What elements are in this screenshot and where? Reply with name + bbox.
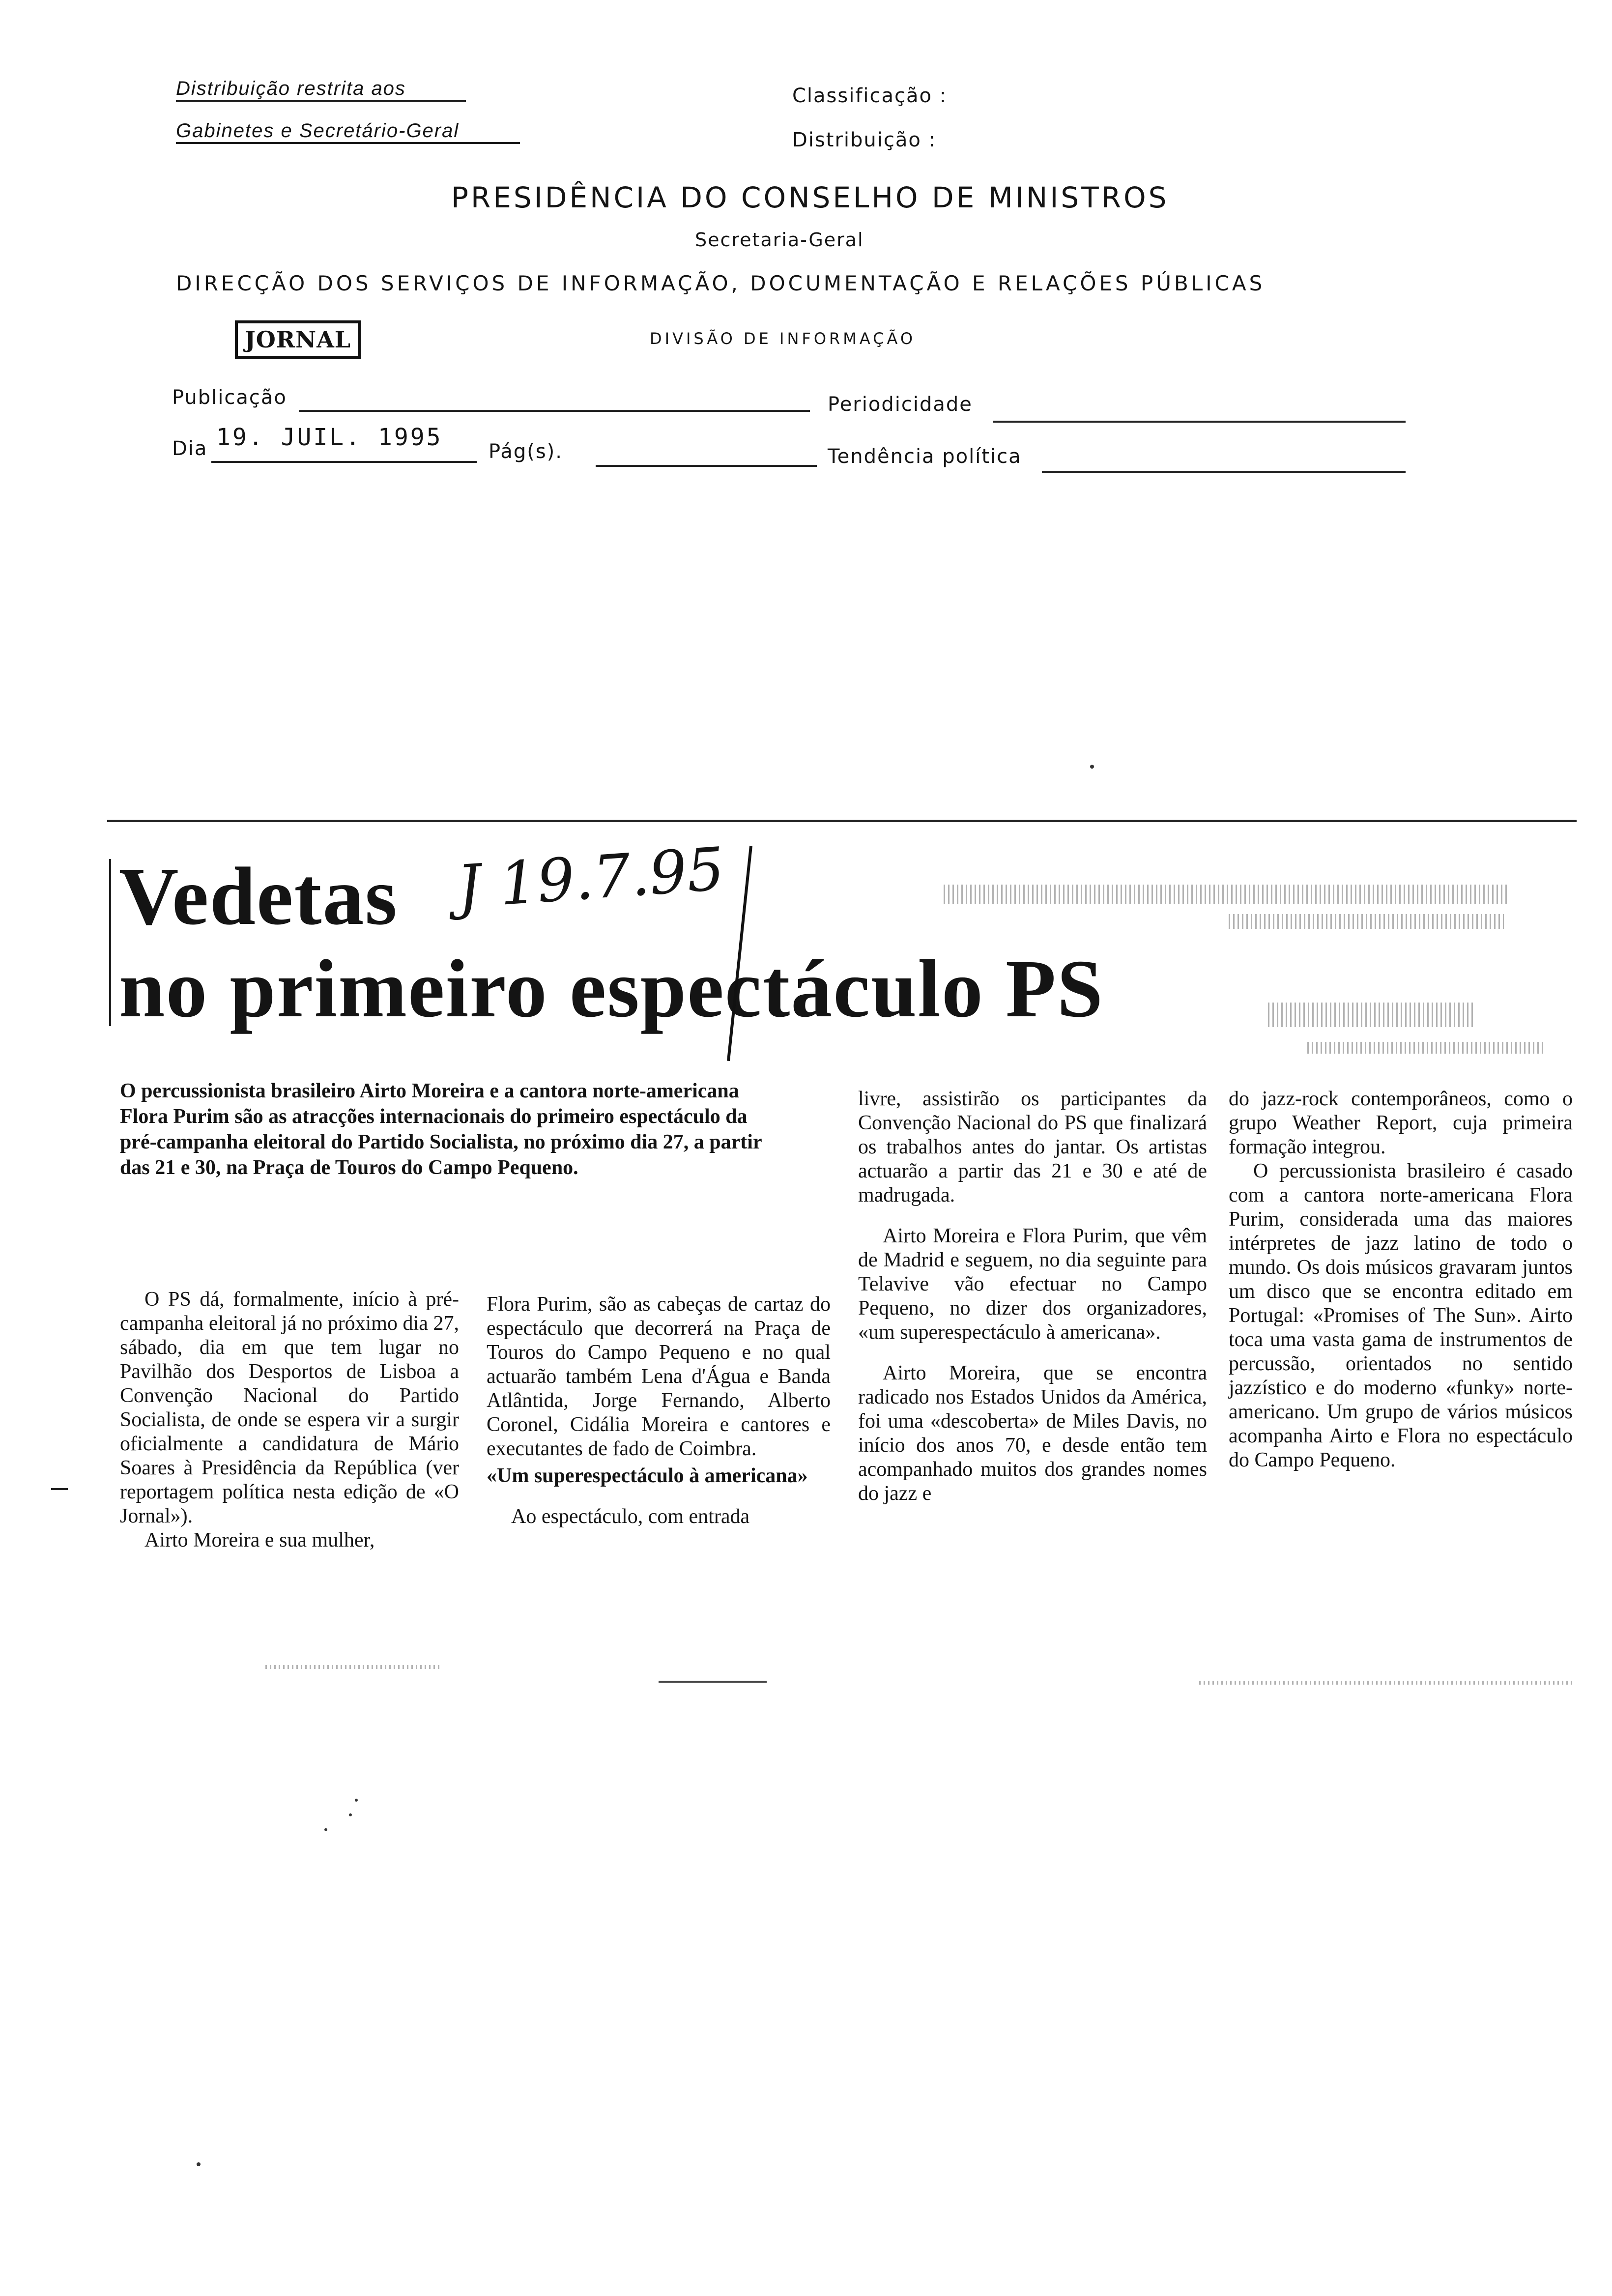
- article-column-3: [858, 1087, 1207, 1506]
- tendencia-field: [1042, 471, 1406, 473]
- col2-subheading: «Um superespectáculo à americana»: [487, 1464, 808, 1487]
- col3-paragraph-1: livre, assistirão os participantes da Convenção Nacional do PS que finalizará os trabalhos antes do jantar. Os artistas actuarão a partir das 21 e 30 e até de madrugada.: [858, 1088, 1207, 1206]
- pags-field: [596, 465, 817, 467]
- col3-paragraph-3: Airto Moreira, que se encontra radicado nos Estados Unidos da América, foi uma «descoberta» de Miles Davis, no início dos anos 70, e desde então tem acompanhado muitos dos grandes nomes do jazz e: [858, 1362, 1207, 1505]
- distribution-restriction-line1: Distribuição restrita aos: [176, 78, 466, 102]
- dia-value: 19. JUIL. 1995: [216, 424, 443, 451]
- article-lead: O percussionista brasileiro Airto Moreira e a cantora norte-americana Flora Purim são as atracções internacionais do primeiro espectáculo da pré-campanha eleitoral do Partido Socialista, no próximo dia 27, a partir das 21 e 30, na Praça de Touros do Campo Pequeno.: [120, 1080, 762, 1179]
- margin-mark: [51, 1488, 68, 1490]
- divisao-informacao: DIVISÃO DE INFORMAÇÃO: [650, 329, 916, 348]
- dia-label: Dia: [172, 437, 208, 460]
- publicacao-field: [299, 410, 810, 412]
- clipping-top-rule: [107, 820, 1577, 822]
- col2-paragraph-1: Flora Purim, são as cabeças de cartaz do espectáculo que decorrerá na Praça de Touros do Campo Pequeno e no qual actuarão também Lena d'Água e Banda Atlântida, Jorge Fernando, Alberto Coronel, Cidália Moreira e cantores e executantes de fado de Coimbra.: [487, 1293, 831, 1460]
- headline-line2: no primeiro espectáculo PS: [119, 943, 1104, 1034]
- secretaria-geral: Secretaria-Geral: [695, 229, 864, 251]
- headline-line1: Vedetas: [119, 851, 398, 942]
- col3-paragraph-2: Airto Moreira e Flora Purim, que vêm de Madrid e seguem, no dia seguinte para Telavive vão efectuar no Campo Pequeno, no dizer dos organizadores, «um superespectáculo à americana».: [858, 1225, 1207, 1344]
- periodicidade-label: Periodicidade: [828, 393, 973, 416]
- col2-paragraph-2: Ao espectáculo, com entrada: [511, 1505, 750, 1528]
- tendencia-label: Tendência política: [828, 445, 1022, 468]
- col4-paragraph-1: do jazz-rock contemporâneos, como o grupo Weather Report, cuja primeira formação integrou.: [1229, 1088, 1573, 1158]
- distribution-restriction-line2: Gabinetes e Secretário-Geral: [176, 120, 520, 144]
- col4-paragraph-2: O percussionista brasileiro é casado com a cantora norte-americana Flora Purim, considerada uma das maiores intérpretes de jazz latino de todo o mundo. Os dois músicos gravaram juntos um disco que se encontra editado em Portugal: «Promises of The Sun». Airto toca uma vasta gama de instrumentos de percussão, orientados no sentido jazzístico e do moderno «funky» norte-americano. Um grupo de vários músicos acompanha Airto e Flora no espectáculo do Campo Pequeno.: [1229, 1160, 1573, 1471]
- publicacao-label: Publicação: [172, 386, 287, 409]
- jornal-stamp: JORNAL: [235, 320, 361, 359]
- periodicidade-field: [993, 421, 1406, 423]
- clipping-left-edge: [109, 859, 111, 1026]
- distribuicao-label: Distribuição :: [792, 129, 937, 151]
- pags-label: Pág(s).: [489, 440, 563, 463]
- classificacao-label: Classificação :: [792, 85, 948, 107]
- col1-paragraph-1: O PS dá, formalmente, início à pré-campanha eleitoral já no próximo dia 27, sábado, dia em que tem lugar no Pavilhão dos Desportos de Lisboa a Convenção Nacional do Partido Socialista, de onde se espera vir a surgir oficialmente a candidatura de Mário Soares à Presidência da República (ver reportagem política nesta edição de «O Jornal»).: [120, 1288, 459, 1527]
- ministry-title: PRESIDÊNCIA DO CONSELHO DE MINISTROS: [451, 181, 1169, 214]
- clipping-bottom-mark: [659, 1681, 767, 1683]
- handwritten-date-note: J 19.7.95: [455, 835, 727, 922]
- article-column-4: [1229, 1087, 1573, 1472]
- article-column-1: [120, 1288, 459, 1552]
- article-column-2: [487, 1292, 831, 1529]
- dia-field: [211, 461, 477, 463]
- col1-paragraph-2: Airto Moreira e sua mulher,: [144, 1529, 375, 1551]
- direccao-servicos: DIRECÇÃO DOS SERVIÇOS DE INFORMAÇÃO, DOCUMENTAÇÃO E RELAÇÕES PÚBLICAS: [176, 271, 1266, 295]
